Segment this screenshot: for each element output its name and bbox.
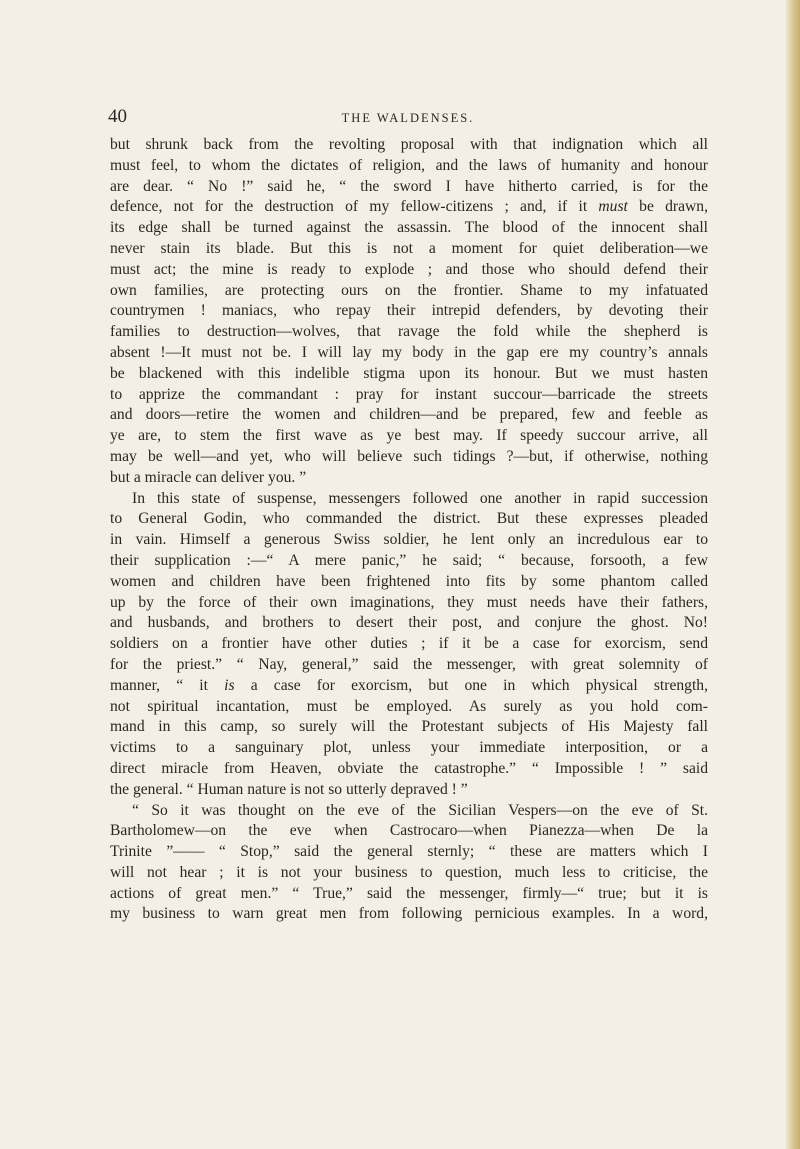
text-line: but a miracle can deliver you. ” (110, 468, 307, 486)
text-line: defence, not for the destruction of my fellow-citizens ; and, if it must be drawn, (110, 198, 708, 216)
text-line: must feel, to whom the dictates of religion, and the laws of humanity and honour (110, 156, 708, 174)
text-line: countrymen ! maniacs, who repay their intrepid defenders, by devoting their (110, 302, 708, 320)
running-title: THE WALDENSES. (341, 111, 475, 125)
text-line: Trinite ”—— “ Stop,” said the general sternly; “ these are matters which I (110, 843, 708, 861)
text-line: will not hear ; it is not your business to question, much less to criticise, the (110, 863, 708, 881)
text-line: but shrunk back from the revolting proposal with that indignation which all (110, 136, 708, 153)
text-line: their supplication :—“ A mere panic,” he said; “ because, forsooth, a few (110, 551, 708, 569)
text-line: “ So it was thought on the eve of the Sicilian Vespers—on the eve of St. (132, 801, 708, 819)
text-line: must act; the mine is ready to explode ; and those who should defend their (110, 260, 708, 278)
text-line: own families, are protecting ours on the frontier. Shame to my infatuated (110, 281, 708, 299)
page-number: 40 (108, 106, 127, 127)
text-line: to General Godin, who commanded the district. But these expresses pleaded (110, 510, 708, 528)
text-line: for the priest.” “ Nay, general,” said the messenger, with great solemnity of (110, 655, 708, 673)
text-line: victims to a sanguinary plot, unless your immediate interposition, or a (110, 739, 708, 757)
text-line: absent !—It must not be. I will lay my body in the gap ere my country’s annals (110, 343, 708, 361)
body-text (110, 135, 708, 925)
text-line: mand in this camp, so surely will the Protestant subjects of His Majesty fall (110, 718, 708, 736)
text-line: are dear. “ No !” said he, “ the sword I have hitherto carried, is for the (110, 177, 708, 195)
text-line: direct miracle from Heaven, obviate the catastrophe.” “ Impossible ! ” said (110, 759, 708, 777)
text-line: to apprize the commandant : pray for instant succour—barricade the streets (110, 385, 708, 403)
text-line: the general. “ Human nature is not so utterly depraved ! ” (110, 780, 468, 798)
text-line: up by the force of their own imaginations, they must needs have their fathers, (110, 593, 708, 611)
text-line: actions of great men.” “ True,” said the messenger, firmly—“ true; but it is (110, 884, 708, 902)
text-line: and doors—retire the women and children—and be prepared, few and feeble as (110, 406, 708, 424)
text-line: its edge shall be turned against the assassin. The blood of the innocent shall (110, 219, 708, 237)
text-line: women and children have been frightened into fits by some phantom called (110, 572, 708, 590)
text-line: and husbands, and brothers to desert their post, and conjure the ghost. No! (110, 614, 708, 632)
text-line: In this state of suspense, messengers followed one another in rapid succession (132, 489, 708, 507)
text-line: Bartholomew—on the eve when Castrocaro—when Pianezza—when De la (110, 822, 708, 840)
text-line: my business to warn great men from following pernicious examples. In a word, (110, 905, 708, 923)
page-edge-shading (786, 0, 800, 1149)
text-line: soldiers on a frontier have other duties ; if it be a case for exorcism, send (110, 635, 708, 653)
text-line: in vain. Himself a generous Swiss soldier, he lent only an incredulous ear to (110, 531, 708, 549)
text-line: ye are, to stem the first wave as ye best may. If speedy succour arrive, all (110, 427, 708, 445)
text-line: never stain its blade. But this is not a moment for quiet deliberation—we (110, 239, 708, 257)
running-head (108, 106, 708, 130)
text-line: may be well—and yet, who will believe such tidings ?—but, if otherwise, nothing (110, 447, 708, 465)
text-line: not spiritual incantation, must be employed. As surely as you hold com- (110, 697, 708, 715)
text-line: manner, “ it is a case for exorcism, but one in which physical strength, (110, 676, 708, 694)
text-line: families to destruction—wolves, that ravage the fold while the shepherd is (110, 323, 708, 341)
text-line: be blackened with this indelible stigma upon its honour. But we must hasten (110, 364, 708, 382)
